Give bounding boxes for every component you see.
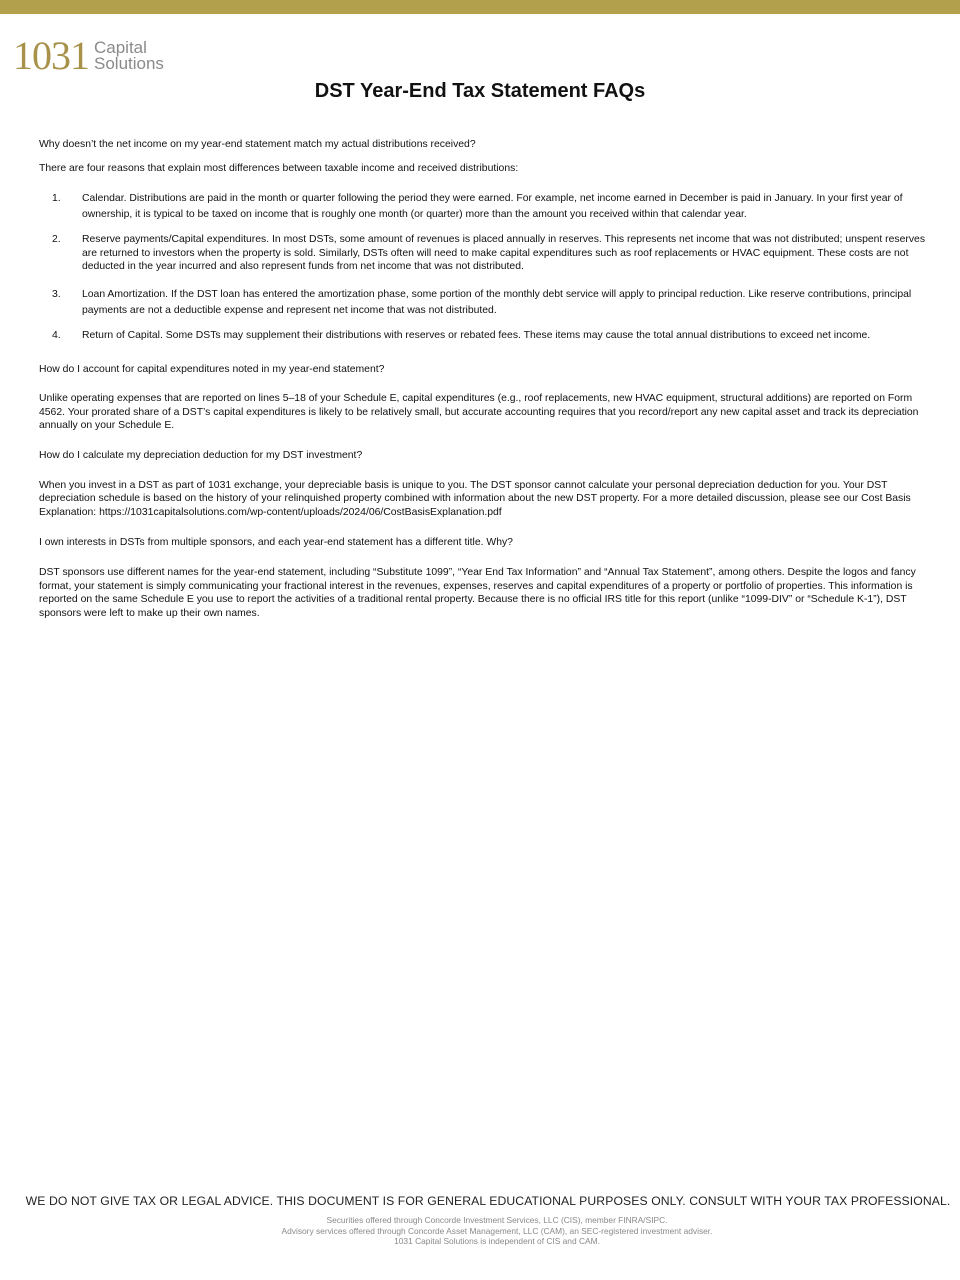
footer-fine-print: [0, 1215, 960, 1247]
footer-line-advisory: Advisory services offered through Concorde Asset Management, LLC (CAM), an SEC-registered investment adviser.: [281, 1225, 713, 1236]
faq4-answer: DST sponsors use different names for the year-end statement, including “Substitute 1099”, “Year End Tax Information” and “Annual Tax Statement”, among others. Despite the logos and fancy format, your statement is simply communicating your fractional interest in the revenues, expenses, reserves and capital expenditures of a property or portfolio of properties. This information is reported on the same Schedule E you use to report the activities of a traditional rental property. Because there is no official IRS title for this report (unlike “1099-DIV” or “Schedule K-1”), DST sponsors were left to make up their own names.: [39, 566, 916, 619]
logo-word-solutions: Solutions: [94, 54, 164, 73]
logo-wordmark: [94, 40, 164, 72]
faq1-intro: There are four reasons that explain most differences between taxable income and received distributions:: [39, 162, 519, 174]
footer-line-independence: 1031 Capital Solutions is independent of CIS and CAM.: [394, 1236, 600, 1247]
faq1-question: Why doesn’t the net income on my year-end statement match my actual distributions received?: [39, 139, 476, 150]
faq3-question: How do I calculate my depreciation deduction for my DST investment?: [39, 449, 363, 461]
footer-disclaimer: WE DO NOT GIVE TAX OR LEGAL ADVICE. THIS DOCUMENT IS FOR GENERAL EDUCATIONAL PURPOSES ONLY. CONSULT WITH YOUR TAX PROFESSIONAL.: [25, 1194, 951, 1208]
faq2-answer: Unlike operating expenses that are reported on lines 5–18 of your Schedule E, capital expenditures (e.g., roof replacements, new HVAC equipment, structural additions) are reported on Form 4562. Your prorated share of a DST’s capital expenditures is likely to be relatively small, but accurate accounting requires that you record/report any new capital asset and track its depreciation annually on your Schedule E.: [39, 393, 919, 432]
list-item: [39, 233, 939, 274]
list-item-text: Return of Capital. Some DSTs may supplement their distributions with reserves or rebated fees. These items may cause the total annual distributions to exceed net income.: [82, 329, 871, 341]
company-logo: [13, 33, 164, 78]
faq2-question: How do I account for capital expenditures noted in my year-end statement?: [39, 363, 385, 375]
faq-content: [39, 138, 939, 620]
logo-number: 1031: [13, 33, 89, 78]
list-item: [39, 287, 939, 319]
list-item-number: 1.: [52, 193, 61, 205]
list-item-number: 3.: [52, 288, 61, 300]
reasons-list: [39, 191, 939, 342]
faq3-answer: When you invest in a DST as part of 1031 exchange, your depreciable basis is unique to you. The DST sponsor cannot calculate your personal depreciation deduction for you. Your DST depreciation schedule is based on the history of your relinquished property combined with information about the new DST property. For a more detailed discussion, please see our Cost Basis Explanation: https://1031capitalsolutions.com/wp-content/uploads/2024/06/CostBasisExplanation.pdf: [39, 479, 911, 518]
page-title: DST Year-End Tax Statement FAQs: [314, 80, 646, 102]
footer-line-securities: Securities offered through Concorde Investment Services, LLC (CIS), member FINRA/SIPC.: [326, 1215, 668, 1225]
list-item: [39, 329, 939, 343]
list-item: [39, 191, 939, 223]
logo-word-capital: Capital: [94, 38, 147, 57]
list-item-text: Calendar. Distributions are paid in the month or quarter following the period they were earned. For example, net income earned in December is paid in January. In your first year of ownership, it is typical to be taxed on income that is roughly one month (or quarter) more than the amount you received within that calendar year.: [82, 193, 903, 221]
faq4-question: I own interests in DSTs from multiple sponsors, and each year-end statement has a different title. Why?: [39, 537, 513, 549]
list-item-number: 2.: [52, 234, 61, 246]
top-gold-bar: [0, 0, 960, 14]
list-item-number: 4.: [52, 329, 61, 341]
list-item-text: Loan Amortization. If the DST loan has entered the amortization phase, some portion of the monthly debt service will apply to principal reduction. Like reserve contributions, principal payments are not a deductible expense and represent net income that was not distributed.: [82, 288, 912, 316]
list-item-text: Reserve payments/Capital expenditures. In most DSTs, some amount of revenues is placed annually in reserves. This represents net income that was not distributed; unspent reserves are returned to investors when the property is sold. Similarly, DSTs often will need to make capital expenditures such as roof replacements or HVAC equipment. These costs are not deducted in the year incurred and also represent funds from net income that was not distributed.: [82, 234, 926, 273]
